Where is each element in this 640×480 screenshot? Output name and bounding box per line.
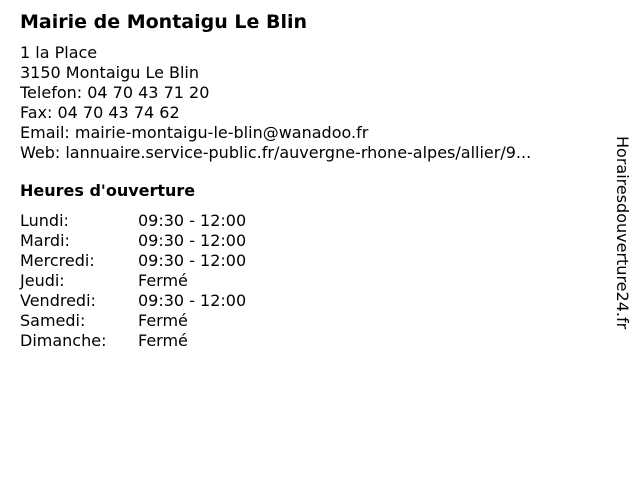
hours-time: 09:30 - 12:00 (138, 211, 247, 230)
phone-number: Telefon: 04 70 43 71 20 (20, 83, 210, 102)
hours-day: Mardi: (20, 231, 70, 250)
hours-day: Lundi: (20, 211, 69, 230)
hours-day: Jeudi: (20, 271, 65, 290)
hours-day: Vendredi: (20, 291, 96, 310)
hours-row-saturday (20, 311, 600, 331)
hours-time: Fermé (138, 271, 188, 290)
hours-time: 09:30 - 12:00 (138, 231, 247, 250)
street-address: 1 la Place (20, 43, 98, 62)
place-title: Mairie de Montaigu Le Blin (20, 11, 308, 33)
hours-day: Samedi: (20, 311, 86, 330)
place-card (20, 9, 600, 351)
hours-row-friday (20, 291, 600, 311)
hours-row-monday (20, 211, 600, 231)
fax-number: Fax: 04 70 43 74 62 (20, 103, 180, 122)
hours-day: Mercredi: (20, 251, 95, 270)
city-address: 3150 Montaigu Le Blin (20, 63, 200, 82)
hours-table (20, 211, 600, 351)
website-link: Web: lannuaire.service-public.fr/auvergne-rhone-alpes/allier/9... (20, 143, 532, 162)
hours-row-wednesday (20, 251, 600, 271)
hours-time: Fermé (138, 311, 188, 330)
brand-watermark: Horairesdouverture24.fr (613, 136, 632, 330)
hours-row-thursday (20, 271, 600, 291)
hours-row-tuesday (20, 231, 600, 251)
hours-time: 09:30 - 12:00 (138, 251, 247, 270)
contact-block (20, 43, 600, 163)
hours-heading: Heures d'ouverture (20, 181, 196, 200)
email-address: Email: mairie-montaigu-le-blin@wanadoo.fr (20, 123, 369, 142)
hours-row-sunday (20, 331, 600, 351)
hours-time: 09:30 - 12:00 (138, 291, 247, 310)
hours-day: Dimanche: (20, 331, 107, 350)
hours-time: Fermé (138, 331, 188, 350)
